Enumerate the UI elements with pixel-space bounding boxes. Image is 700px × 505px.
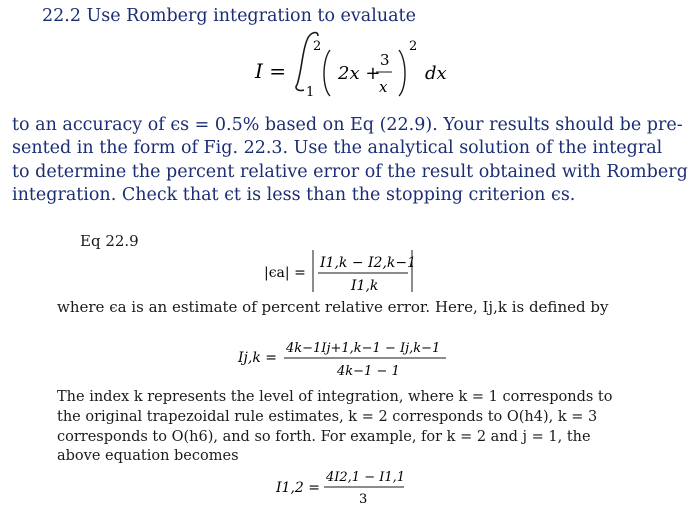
right-paren — [399, 50, 405, 96]
upper-limit: 2 — [313, 39, 322, 54]
explanation-line: above equation becomes — [57, 448, 239, 465]
explanation-line: the original trapezoidal rule estimates, k = 2 corresponds to O(h4), k = 3 — [57, 408, 598, 425]
fraction-numerator: 3 — [380, 51, 390, 69]
i12-numerator: 4I2,1 − I1,1 — [326, 470, 406, 485]
lower-limit: 1 — [306, 85, 315, 100]
relative-error-equation — [0, 240, 700, 300]
ijk-lhs: Ij,k = — [238, 350, 277, 366]
integral-lhs: I = — [255, 59, 287, 83]
ea-numerator: I1,k − I2,k−1 — [320, 255, 417, 271]
integral-equation — [0, 0, 700, 110]
equation-label: Eq 22.9 — [80, 232, 139, 250]
exponent: 2 — [409, 39, 418, 54]
i12-lhs: I1,2 = — [276, 480, 320, 496]
problem-paragraph — [12, 114, 692, 208]
paragraph-line: to an accuracy of ϵs = 0.5% based on Eq (22.9). Your results should be pre- — [12, 115, 683, 135]
paragraph-line: to determine the percent relative error of the result obtained with Romberg — [12, 161, 688, 182]
paragraph-line: integration. Check that ϵt is less than the stopping criterion ϵs. — [12, 185, 576, 206]
i12-denominator: 3 — [359, 492, 368, 505]
example-equation — [0, 462, 700, 505]
ea-lhs: |ϵa| = — [264, 265, 306, 281]
ea-denominator: I1,k — [351, 278, 379, 294]
left-paren — [324, 50, 330, 96]
ijk-denominator: 4k−1 − 1 — [337, 364, 400, 378]
fraction-denominator: x — [379, 78, 388, 96]
explanation-paragraph — [57, 388, 627, 467]
description-text: where ϵa is an estimate of percent relative error. Here, Ij,k is defined by — [57, 298, 609, 316]
differential: dx — [425, 63, 447, 84]
explanation-line: corresponds to O(h6), and so forth. For example, for k = 2 and j = 1, the — [57, 428, 591, 445]
ijk-numerator: 4k−1Ij+1,k−1 − Ij,k−1 — [286, 341, 441, 356]
paragraph-line: sented in the form of Fig. 22.3. Use the analytical solution of the integral — [12, 138, 663, 159]
problem-heading: 22.2 Use Romberg integration to evaluate — [42, 6, 416, 26]
term-2x: 2x + — [338, 63, 381, 84]
romberg-equation — [0, 328, 700, 378]
explanation-line: The index k represents the level of integration, where k = 1 corresponds to — [57, 389, 613, 405]
